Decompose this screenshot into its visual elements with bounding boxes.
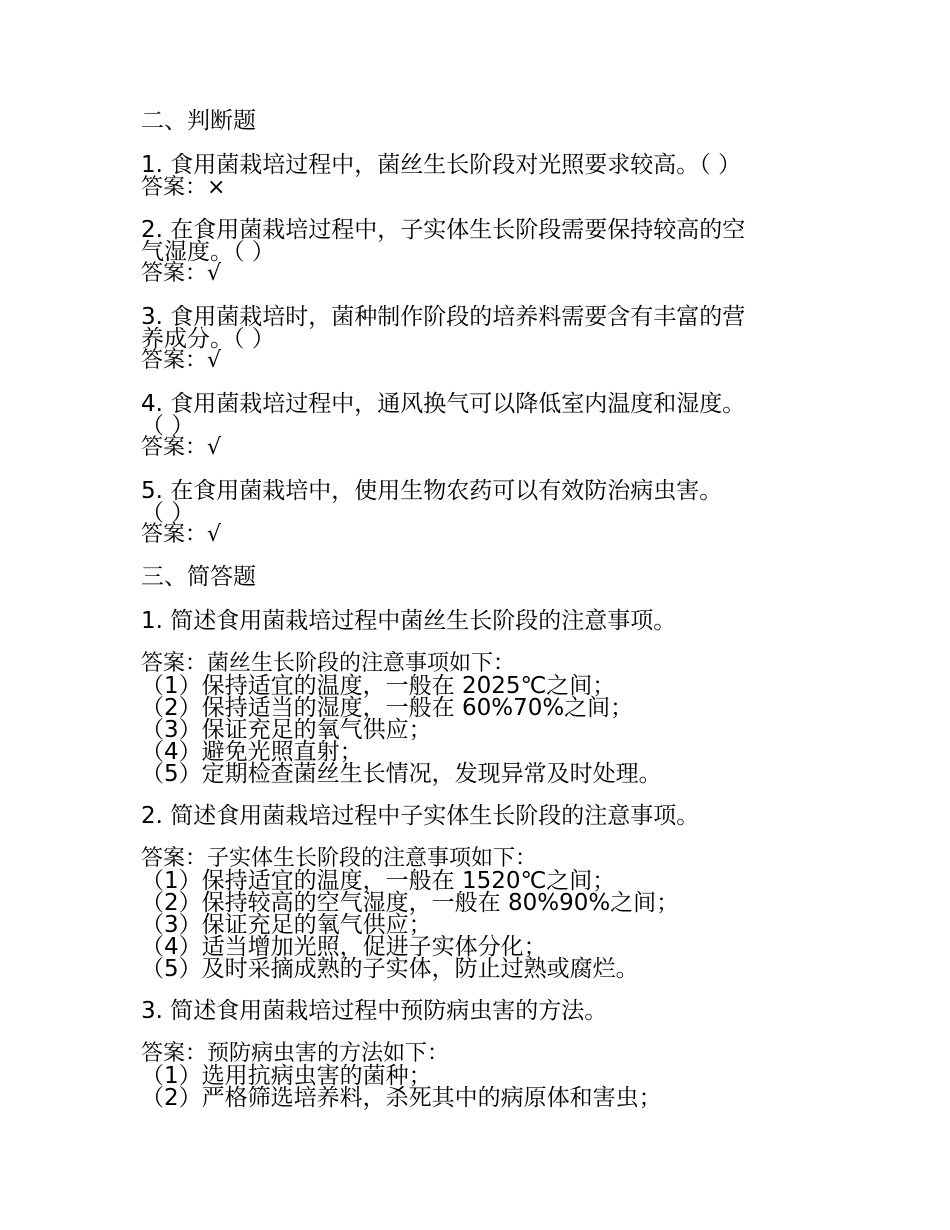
- section-heading-judgment: 二、判断题: [141, 108, 256, 134]
- judgment-answer-2: 答案：√: [141, 261, 222, 286]
- judgment-answer-4: 答案：√: [141, 435, 222, 460]
- short-answer-3-intro: 答案：预防病虫害的方法如下：: [141, 1041, 450, 1066]
- short-answer-2-item-4: （4）适当增加光照，促进子实体分化；: [141, 934, 547, 960]
- short-answer-2-item-5: （5）及时采摘成熟的子实体，防止过熟或腐烂。: [141, 956, 639, 982]
- short-answer-3-item-2: （2）严格筛选培养料，杀死其中的病原体和害虫；: [141, 1085, 662, 1111]
- judgment-question-2-line-2: 气湿度。（ ）: [141, 239, 275, 265]
- short-answer-2-intro: 答案：子实体生长阶段的注意事项如下：: [141, 846, 538, 871]
- short-answer-1-intro: 答案：菌丝生长阶段的注意事项如下：: [141, 651, 516, 676]
- short-answer-question-1: 1. 简述食用菌栽培过程中菌丝生长阶段的注意事项。: [141, 608, 677, 634]
- judgment-question-4-line-1: 4. 食用菌栽培过程中，通风换气可以降低室内温度和湿度。: [141, 391, 746, 417]
- judgment-question-2-line-1: 2. 在食用菌栽培过程中，子实体生长阶段需要保持较高的空: [141, 217, 746, 243]
- short-answer-question-3: 3. 简述食用菌栽培过程中预防病虫害的方法。: [141, 998, 608, 1024]
- judgment-question-5-line-1: 5. 在食用菌栽培中，使用生物农药可以有效防治病虫害。: [141, 478, 723, 504]
- short-answer-1-item-4: （4）避免光照直射；: [141, 739, 363, 765]
- short-answer-2-item-3: （3）保证充足的氧气供应；: [141, 912, 432, 938]
- short-answer-1-item-3: （3）保证充足的氧气供应；: [141, 717, 432, 743]
- short-answer-3-item-1: （1）选用抗病虫害的菌种；: [141, 1063, 432, 1089]
- judgment-answer-1: 答案：×: [141, 175, 226, 200]
- judgment-question-5-line-2: （ ）: [141, 500, 195, 526]
- judgment-question-3-line-1: 3. 食用菌栽培时，菌种制作阶段的培养料需要含有丰富的营: [141, 304, 746, 330]
- short-answer-1-item-5: （5）定期检查菌丝生长情况，发现异常及时处理。: [141, 761, 662, 787]
- judgment-question-1: 1. 食用菌栽培过程中，菌丝生长阶段对光照要求较高。（ ）: [141, 152, 742, 178]
- section-heading-short-answer: 三、简答题: [141, 564, 256, 590]
- short-answer-question-2: 2. 简述食用菌栽培过程中子实体生长阶段的注意事项。: [141, 803, 700, 829]
- short-answer-2-item-2: （2）保持较高的空气湿度，一般在 80%90%之间；: [141, 890, 680, 916]
- judgment-question-4-line-2: （ ）: [141, 413, 195, 439]
- short-answer-1-item-1: （1）保持适宜的温度，一般在 2025℃之间；: [141, 673, 616, 699]
- judgment-answer-3: 答案：√: [141, 348, 222, 373]
- judgment-answer-5: 答案：√: [141, 522, 222, 547]
- judgment-question-3-line-2: 养成分。（ ）: [141, 326, 275, 352]
- short-answer-1-item-2: （2）保持适当的湿度，一般在 60%70%之间；: [141, 695, 634, 721]
- short-answer-2-item-1: （1）保持适宜的温度，一般在 1520℃之间；: [141, 868, 616, 894]
